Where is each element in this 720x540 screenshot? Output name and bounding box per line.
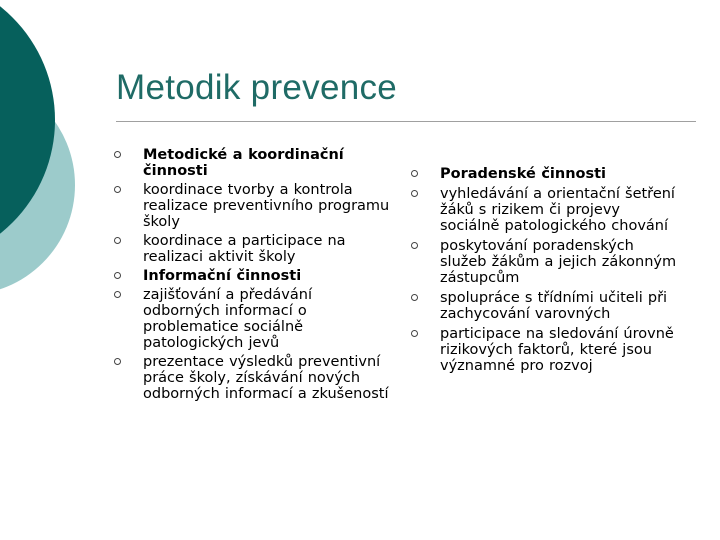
list-item-text: Poradenské činnosti — [440, 166, 607, 182]
bullet-ring-icon — [114, 272, 121, 279]
list-item — [409, 186, 681, 234]
list-item-text: vyhledávání a orientační šetření žáků s rizikem či projevy sociálně patologického chování — [440, 186, 675, 234]
bullet-ring-icon — [114, 151, 121, 158]
list-item-text: poskytování poradenských služeb žákům a jejich zákonným zástupcům — [440, 238, 677, 286]
list-item — [409, 166, 681, 182]
list-item-text: Informační činnosti — [143, 268, 302, 284]
list-item-text: zajišťování a předávání odborných informací o problematice sociálně patologických jevů — [143, 287, 312, 351]
slide-title: Metodik prevence — [116, 68, 398, 107]
list-item — [112, 233, 390, 265]
list-item — [112, 354, 390, 402]
bullet-ring-icon — [114, 186, 121, 193]
title-divider — [116, 121, 696, 122]
list-item-text: koordinace tvorby a kontrola realizace preventivního programu školy — [143, 182, 390, 230]
bullet-ring-icon — [411, 170, 418, 177]
list-item-text: koordinace a participace na realizaci aktivit školy — [143, 233, 346, 265]
bullet-ring-icon — [411, 190, 418, 197]
list-item-text: spolupráce s třídními učiteli při zachycování varovných — [440, 290, 668, 322]
decorative-circles — [0, 0, 110, 300]
list-item — [112, 147, 390, 179]
list-item-text: prezentace výsledků preventivní práce školy, získávání nových odborných informací a zkušeností — [143, 354, 389, 402]
bullet-ring-icon — [114, 358, 121, 365]
list-item — [409, 290, 681, 322]
bullet-ring-icon — [411, 294, 418, 301]
list-item-text: Metodické a koordinační činnosti — [143, 147, 344, 179]
list-item-text: participace na sledování úrovně rizikových faktorů, které jsou významné pro rozvoj — [440, 326, 674, 374]
list-item — [112, 268, 390, 284]
list-item — [112, 287, 390, 351]
bullet-ring-icon — [411, 330, 418, 337]
bullet-ring-icon — [114, 237, 121, 244]
bullet-ring-icon — [114, 291, 121, 298]
left-bullet-list — [112, 147, 390, 405]
list-item — [409, 238, 681, 286]
list-item — [409, 326, 681, 374]
list-item — [112, 182, 390, 230]
right-bullet-list — [409, 166, 681, 378]
bullet-ring-icon — [411, 242, 418, 249]
